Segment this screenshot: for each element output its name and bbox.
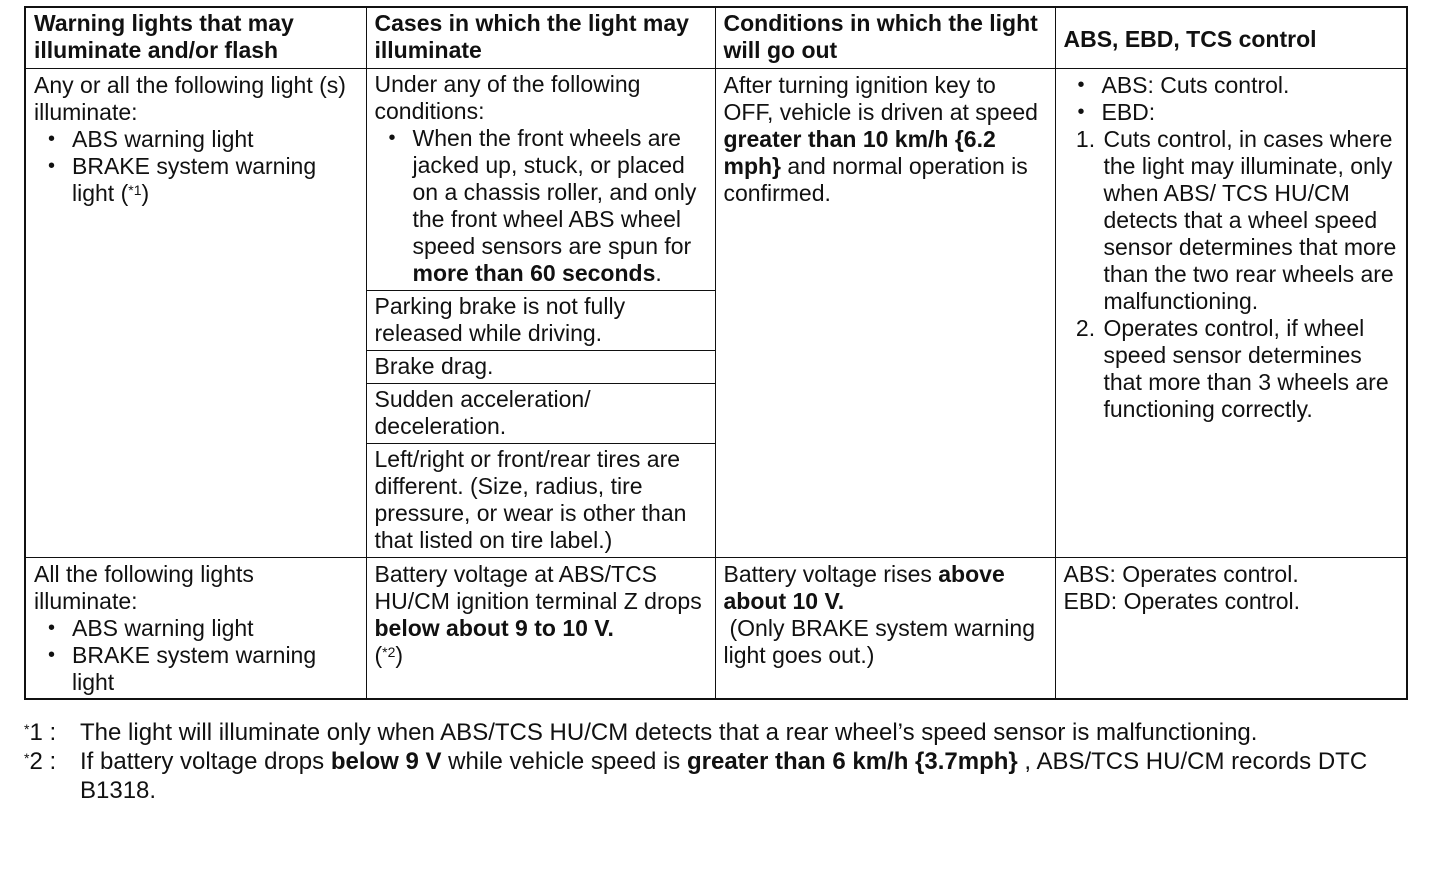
row2-warning-lights: All the following lights illuminate: • ABS warning light • BRAKE system warning light bbox=[25, 558, 366, 700]
footnote-ref-2: *2 bbox=[382, 644, 396, 660]
header-control: ABS, EBD, TCS control bbox=[1055, 7, 1407, 69]
table-row bbox=[25, 69, 1407, 558]
row2-control: ABS: Operates control. EBD: Operates control. bbox=[1055, 558, 1407, 700]
row1-control bbox=[1055, 69, 1407, 558]
row1-lights-list bbox=[34, 126, 360, 207]
list-item: 1. Cuts control, in cases where the light may illuminate, only when ABS/ TCS HU/CM detects that a wheel speed sensor determines that more than the two rear wheels are malfunctioning. bbox=[1102, 126, 1401, 315]
row1-conditions-go-out: After turning ignition key to OFF, vehicle is driven at speed greater than 10 km/h {6.2 mph} and normal operation is confirmed. bbox=[715, 69, 1055, 558]
case-brake-drag: Brake drag. bbox=[367, 351, 715, 384]
case-jacked-up: Under any of the following conditions: • When the front wheels are jacked up, stuck, or placed on a chassis roller, and only the front wheel ABS wheel speed sensors are spun for more than 60 seconds. bbox=[367, 69, 715, 291]
list-item: • EBD: bbox=[1092, 99, 1401, 126]
list-item: • When the front wheels are jacked up, stuck, or placed on a chassis roller, and only the front wheel ABS wheel speed sensors are spun for more than 60 seconds. bbox=[403, 125, 709, 287]
row1-cases bbox=[366, 69, 715, 558]
footnote-ref-1: *1 bbox=[128, 182, 142, 198]
case-tires-different: Left/right or front/rear tires are different. (Size, radius, tire pressure, or wear is other than that listed on tire label.) bbox=[374, 446, 687, 553]
row1-warning-lights bbox=[25, 69, 366, 558]
list-item: • ABS: Cuts control. bbox=[1092, 72, 1401, 99]
list-item: • BRAKE system warning light bbox=[62, 642, 360, 696]
table-row bbox=[25, 558, 1407, 700]
table-header-row bbox=[25, 7, 1407, 69]
warning-light-table bbox=[24, 6, 1408, 700]
document-page bbox=[24, 6, 1408, 805]
list-item: • BRAKE system warning light ($^{*1}$) bbox=[62, 153, 360, 207]
row1-lights-intro: Any or all the following light (s) illuminate: bbox=[34, 72, 346, 125]
header-warning-lights: Warning lights that may illuminate and/or flash bbox=[25, 7, 366, 69]
list-item: • ABS warning light bbox=[62, 615, 360, 642]
case-sudden-acceleration: Sudden acceleration/ deceleration. bbox=[367, 384, 715, 444]
header-cases: Cases in which the light may illuminate bbox=[366, 7, 715, 69]
list-item: 2. Operates control, if wheel speed sensor determines that more than 3 wheels are functioning correctly. bbox=[1102, 315, 1401, 423]
row2-cases: Battery voltage at ABS/TCS HU/CM ignition terminal Z drops below about 9 to 10 V. ($^{*2}$) bbox=[366, 558, 715, 700]
list-item: • ABS warning light bbox=[62, 126, 360, 153]
footnote-2: *2 : If battery voltage drops below 9 V while vehicle speed is greater than 6 km/h {3.7mph} , ABS/TCS HU/CM records DTC B1318. bbox=[24, 748, 1368, 804]
footnote-1: *1 : The light will illuminate only when ABS/TCS HU/CM detects that a rear wheel’s speed sensor is malfunctioning. bbox=[24, 719, 1258, 746]
footnotes bbox=[24, 718, 1408, 805]
case-parking-brake: Parking brake is not fully released while driving. bbox=[367, 291, 715, 351]
header-conditions-go-out: Conditions in which the light will go out bbox=[715, 7, 1055, 69]
row2-conditions-go-out: Battery voltage rises above about 10 V. (Only BRAKE system warning light goes out.) bbox=[715, 558, 1055, 700]
ebd-control-list bbox=[1062, 126, 1401, 423]
